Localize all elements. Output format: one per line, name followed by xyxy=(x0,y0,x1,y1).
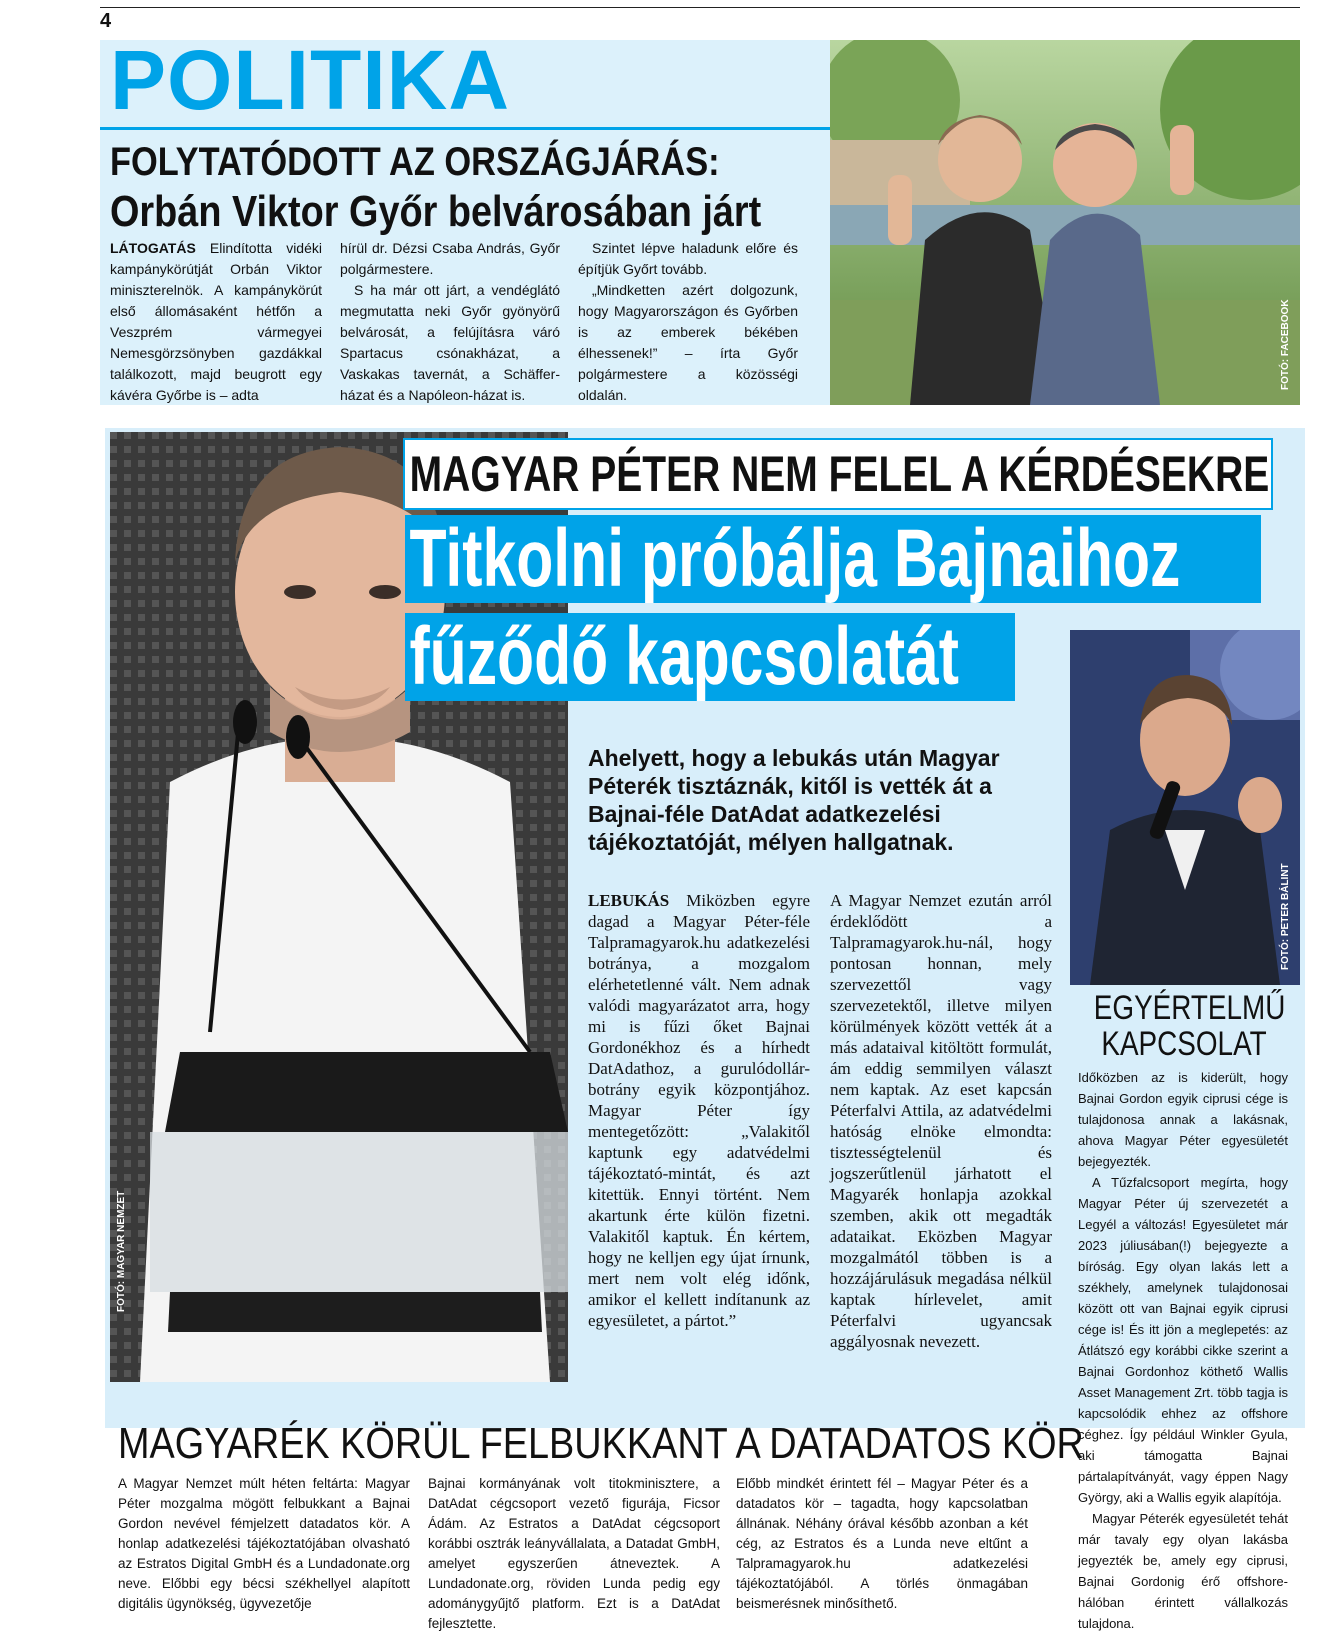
main-headline-text-2: fűződő kapcsolatát xyxy=(409,611,960,702)
sidebar-photo xyxy=(1070,630,1300,985)
top-article-col2-p2: S ha már ott járt, a vendéglátó megmutatta neki Győr gyönyörű belvárosát, a felújításra váró Spartacus csónakházat, a Vaskakas tavernát, a Schäffer-házat és a Napóleon-házat is. xyxy=(340,282,560,403)
bottom-article-column-1: A Magyar Nemzet múlt héten feltárta: Magyar Péter mozgalma mögött felbukkant a Bajnai Gordon nevével fémjelzett datadatos kör. A honlap adatkezelési tájékoztatójában olvasható az Estratos Digital GmbH és a Lundadonate.org neve. Előbbi egy bécsi székhellyel alapított digitális ügynökség, ügyvezetője xyxy=(118,1476,410,1611)
top-photo-credit: FOTÓ: FACEBOOK xyxy=(1280,299,1291,390)
top-article-kicker: FOLYTATÓDOTT AZ ORSZÁGJÁRÁS: xyxy=(110,140,720,184)
main-article-kicker: MAGYAR PÉTER NEM FELEL A KÉRDÉSEKRE xyxy=(409,446,1270,502)
top-article-column-3 xyxy=(578,238,798,406)
sidebar-photo-credit: FOTÓ: PETER BÁLINT xyxy=(1280,863,1291,970)
main-headline-line-2 xyxy=(405,613,1015,701)
top-article-col1-text: Elindította vidéki kampánykörútját Orbán Viktor miniszterelnök. A kampánykörút első állomásaként hétfőn a Veszprém vármegyei Nemesgörzsönyben gazdákkal találkozott, majd beugrott egy kávéra Győrbe is – adta xyxy=(110,240,322,403)
section-rule xyxy=(100,127,830,130)
top-article-col3-p1: Szintet lépve haladunk előre és építjük Győrt tovább. xyxy=(578,240,798,277)
top-article-col2-p1: hírül dr. Dézsi Csaba András, Győr polgármestere. xyxy=(340,240,560,277)
main-photo-credit: FOTÓ: MAGYAR NEMZET xyxy=(116,1190,127,1312)
main-article-column-1 xyxy=(588,890,810,1331)
top-article-photo xyxy=(830,40,1300,405)
sidebar-heading-line-1: EGYÉRTELMŰ xyxy=(1093,989,1286,1027)
top-article-column-2 xyxy=(340,238,560,406)
section-title: POLITIKA xyxy=(110,33,510,127)
page-number: 4 xyxy=(100,10,112,32)
main-headline-line-1 xyxy=(405,515,1261,603)
main-headline-text-1: Titkolni próbálja Bajnaihoz xyxy=(409,513,1181,604)
top-article-column-1 xyxy=(110,238,322,406)
main-article-column-2: A Magyar Nemzet ezután arról érdeklődött a Talpramagyarok.hu-nál, hogy pontosan honnan, mely szervezettől vagy szervezetektől, illetve milyen körülmények között vették át a más adataival kitöltött formulát, ám eddig semmilyen választ nem kaptak. Az eset kapcsán Péterfalvi Attila, az adatvédelmi hatóság elnöke elmondta: tisztességtelenül és jogszerűtlenül járhatott el Magyarék honlapja azokkal szemben, akik ott megadták adataikat. Eközben Magyar mozgalmától többen is a hozzájárulásuk megadása nélkül kaptak hírlevelet, amit Péterfalvi ugyancsak aggályosnak nevezett. xyxy=(830,891,1052,1351)
sidebar-heading xyxy=(1093,989,1286,1063)
main-article-kicker-box xyxy=(405,440,1271,508)
sidebar-p3: Magyar Péterék egyesületét tehát már tavaly egy olyan lakásba jegyezték be, amely egy ciprusi, Bajnai Gordonig érő offshore-hálóban érintett vállalkozás tulajdona. xyxy=(1078,1511,1288,1631)
bottom-article-heading: MAGYARÉK KÖRÜL FELBUKKANT A DATADATOS KÖR xyxy=(118,1419,1084,1468)
top-article-keyword: LÁTOGATÁS xyxy=(110,240,196,256)
top-photo-illustration xyxy=(830,40,1300,405)
main-article-lead: Ahelyett, hogy a lebukás után Magyar Péterék tisztáznák, kitől is vették át a Bajnai-féle DatAdat adatkezelési tájékoztatóját, mélyen hallgatnak. xyxy=(588,745,1000,855)
main-article-keyword: LEBUKÁS xyxy=(588,891,670,910)
top-article-col3-p2: „Mindketten azért dolgozunk, hogy Magyarországon és Győrben is az emberek békében élhessenek!” – írta Győr polgármestere a közösségi oldalán. xyxy=(578,282,798,403)
sidebar-heading-line-2: KAPCSOLAT xyxy=(1101,1025,1267,1063)
bottom-article-column-2: Bajnai kormányának volt titokminisztere, a DatAdat cégcsoport vezető figurája, Ficsor Ádám. Az Estratos a DatAdat cégcsoport korábbi osztrák leányvállalata, a Datadat GmbH, amelyet egyszerűen átneveztek. A Lundadonate.org, röviden Lunda pedig egy adománygyűjtő platform. Ezt is a DatAdat fejlesztette. xyxy=(428,1476,720,1631)
bottom-article-column-3: Előbb mindkét érintett fél – Magyar Péter és a datadatos kör – tagadta, hogy kapcsolatban állnának. Néhány órával később azonban a két cég, az Estratos és a Lunda neve eltűnt a Talpramagyarok.hu adatkezelési tájékoztatójából. A törlés önmagában beismerésnek minősíthető. xyxy=(736,1476,1028,1611)
sidebar-text xyxy=(1078,1067,1288,1634)
sidebar-p2: A Tűzfalcsoport megírta, hogy Magyar Péter új szervezetét a Legyél a változás! Egyesületet már 2023 júliusában(!) bejegyezte a bíróság. Egy olyan lakás lett a székhely, amelynek tulajdonosai között ott van Bajnai egyik ciprusi cége is! És itt jön a meglepetés: az Átlátszó egy korábbi cikke szerint a Bajnai Gordonhoz köthető Wallis Asset Management Zrt. több tagja is kapcsolódik ehhez az offshore céghez. Így például Winkler Gyula, aki támogatta Bajnai pártalapítványát, vagy éppen Nagy György, aki a Wallis egyik alapítója. xyxy=(1078,1175,1288,1505)
top-article-title: Orbán Viktor Győr belvárosában járt xyxy=(110,187,762,236)
main-article-col1-text: Miközben egyre dagad a Magyar Péter-féle Talpramagyarok.hu adatkezelési botránya, a mozgalom elérhetetlenné vált. Nem adnak valódi magyarázatot arra, hogy mi is fűzi őket Bajnai Gordonékhoz és a hírhedt DatAdathoz, a gurulódollár-botrány egyik központjához. Magyar Péter így mentegetőzött: „Valakitől kaptunk egy adatvédelmi tájékoztató-mintát, és azt kitettük. Ennyi történt. Nem akartunk érte külön fizetni. Valakitől kaptuk. Én kértem, hogy ne kelljen egy újat írnunk, mert nem volt elég időnk, amikor el kellett indítanunk az egyesületet, a pártot.” xyxy=(588,891,810,1330)
sidebar-p1: Időközben az is kiderült, hogy Bajnai Gordon egyik ciprusi cége is tulajdonosa annak a lakásnak, ahova Magyar Péter egyesületét bejegyezték. xyxy=(1078,1070,1288,1169)
sidebar-photo-illustration xyxy=(1070,630,1300,985)
top-rule-line xyxy=(100,7,1300,8)
